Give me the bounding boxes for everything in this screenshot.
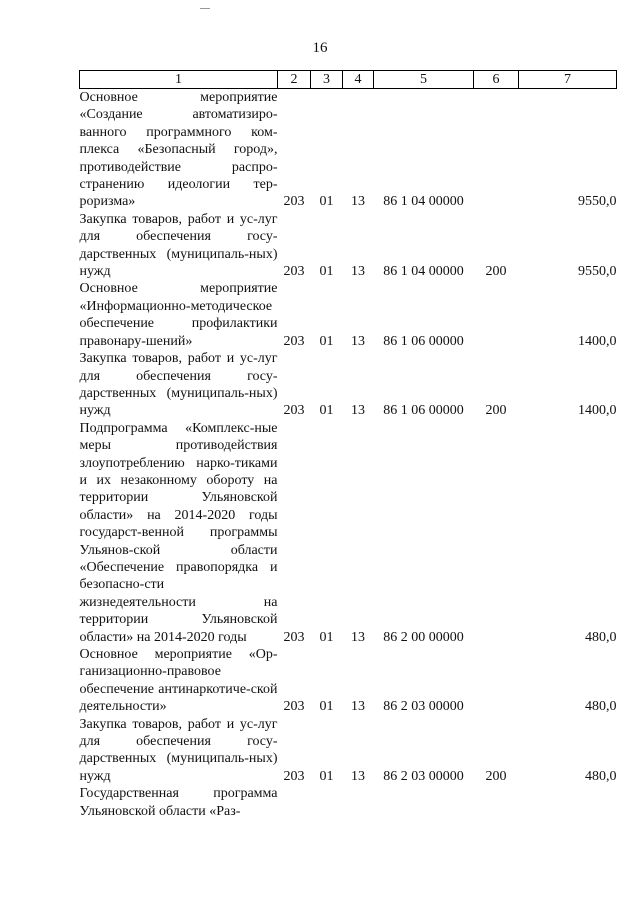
- row-code-subsection: 13: [351, 768, 365, 784]
- header-col-3: 3: [311, 71, 343, 89]
- row-code-ministry: 203: [283, 403, 305, 419]
- row-expense-type: [474, 89, 519, 211]
- row-code-section: 01: [319, 194, 334, 210]
- row-expense-type: 200: [485, 403, 507, 419]
- table-row: [80, 280, 617, 350]
- row-target-article: 86 2 03 00000: [383, 699, 464, 715]
- row-code-section: [311, 785, 343, 820]
- row-amount: [519, 785, 617, 820]
- row-code-ministry: 203: [283, 264, 305, 280]
- row-amount: 1400,0: [578, 403, 617, 419]
- row-expense-type: [474, 785, 519, 820]
- header-col-1: 1: [80, 71, 278, 89]
- row-description: Основное мероприятие «Создание автоматизиро-ванного программного ком-плекса «Безопасный город», противодействие распро-странению идеологии тер-роризма»: [79, 90, 278, 210]
- row-target-article: [374, 785, 474, 820]
- row-code-section: 01: [319, 768, 334, 784]
- row-code-ministry: 203: [283, 333, 305, 349]
- row-code-subsection: 13: [351, 629, 365, 645]
- row-description: Основное мероприятие «Ор-ганизационно-правовое обеспечение антинаркотиче-ской деятельности»: [79, 647, 278, 715]
- header-col-2: 2: [278, 71, 311, 89]
- row-expense-type: 200: [485, 264, 507, 280]
- row-target-article: 86 1 06 00000: [383, 403, 464, 419]
- page-number: 16: [312, 40, 328, 56]
- header-col-5: 5: [374, 71, 474, 89]
- row-code-subsection: 13: [351, 333, 365, 349]
- row-target-article: 86 2 00 00000: [383, 629, 464, 645]
- row-code-ministry: [278, 785, 311, 820]
- header-col-4: 4: [343, 71, 374, 89]
- row-code-subsection: 13: [351, 194, 365, 210]
- table-row: [80, 350, 617, 420]
- row-expense-type: [474, 646, 519, 716]
- row-description: Закупка товаров, работ и ус-луг для обеспечения госу-дарственных (муниципаль-ных) нужд: [79, 351, 278, 419]
- row-code-section: 01: [319, 629, 334, 645]
- row-amount: 1400,0: [578, 333, 617, 349]
- row-code-section: 01: [319, 403, 334, 419]
- table-row: [80, 420, 617, 646]
- scan-mark: [200, 8, 210, 9]
- row-amount: 9550,0: [578, 264, 617, 280]
- header-col-7: 7: [519, 71, 617, 89]
- row-target-article: 86 1 04 00000: [383, 264, 464, 280]
- row-amount: 480,0: [585, 629, 617, 645]
- row-target-article: 86 1 04 00000: [383, 194, 464, 210]
- row-description: Закупка товаров, работ и ус-луг для обеспечения госу-дарственных (муниципаль-ных) нужд: [79, 716, 278, 784]
- row-target-article: 86 2 03 00000: [383, 768, 464, 784]
- row-code-ministry: 203: [283, 194, 305, 210]
- row-code-ministry: 203: [283, 699, 305, 715]
- row-code-section: 01: [319, 699, 334, 715]
- row-amount: 480,0: [585, 699, 617, 715]
- row-expense-type: [474, 420, 519, 646]
- row-description: Закупка товаров, работ и ус-луг для обеспечения госу-дарственных (муниципаль-ных) нужд: [79, 211, 278, 280]
- row-target-article: 86 1 06 00000: [383, 333, 464, 349]
- table-row: [80, 646, 617, 716]
- budget-table: [79, 70, 617, 820]
- row-code-section: 01: [319, 333, 334, 349]
- table-header-row: [80, 71, 617, 89]
- row-code-subsection: [343, 785, 374, 820]
- row-code-subsection: 13: [351, 264, 365, 280]
- row-description: Основное мероприятие «Информационно-методическое обеспечение профилактики правонару-шений»: [79, 281, 278, 349]
- row-amount: 9550,0: [578, 194, 617, 210]
- row-code-section: 01: [319, 264, 334, 280]
- row-code-ministry: 203: [283, 629, 305, 645]
- row-expense-type: [474, 280, 519, 350]
- table-row: [80, 716, 617, 786]
- row-description: Государственная программа Ульяновской области «Раз-: [79, 786, 278, 819]
- row-code-subsection: 13: [351, 403, 365, 419]
- table-row: [80, 89, 617, 211]
- table-row: [80, 211, 617, 281]
- row-description: Подпрограмма «Комплекс-ные меры противодействия злоупотреблению нарко-тиками и их незаконному обороту на территории Ульяновской области» на 2014-2020 годы государст-венной программы Ульянов-ской области «Обеспечение правопорядка и безопасно-сти жизнедеятельности на территории Ульяновской области» на 2014-2020 годы: [79, 420, 278, 645]
- table-row: [80, 785, 617, 820]
- row-code-subsection: 13: [351, 699, 365, 715]
- row-code-ministry: 203: [283, 768, 305, 784]
- header-col-6: 6: [474, 71, 519, 89]
- row-expense-type: 200: [485, 768, 507, 784]
- row-amount: 480,0: [585, 768, 617, 784]
